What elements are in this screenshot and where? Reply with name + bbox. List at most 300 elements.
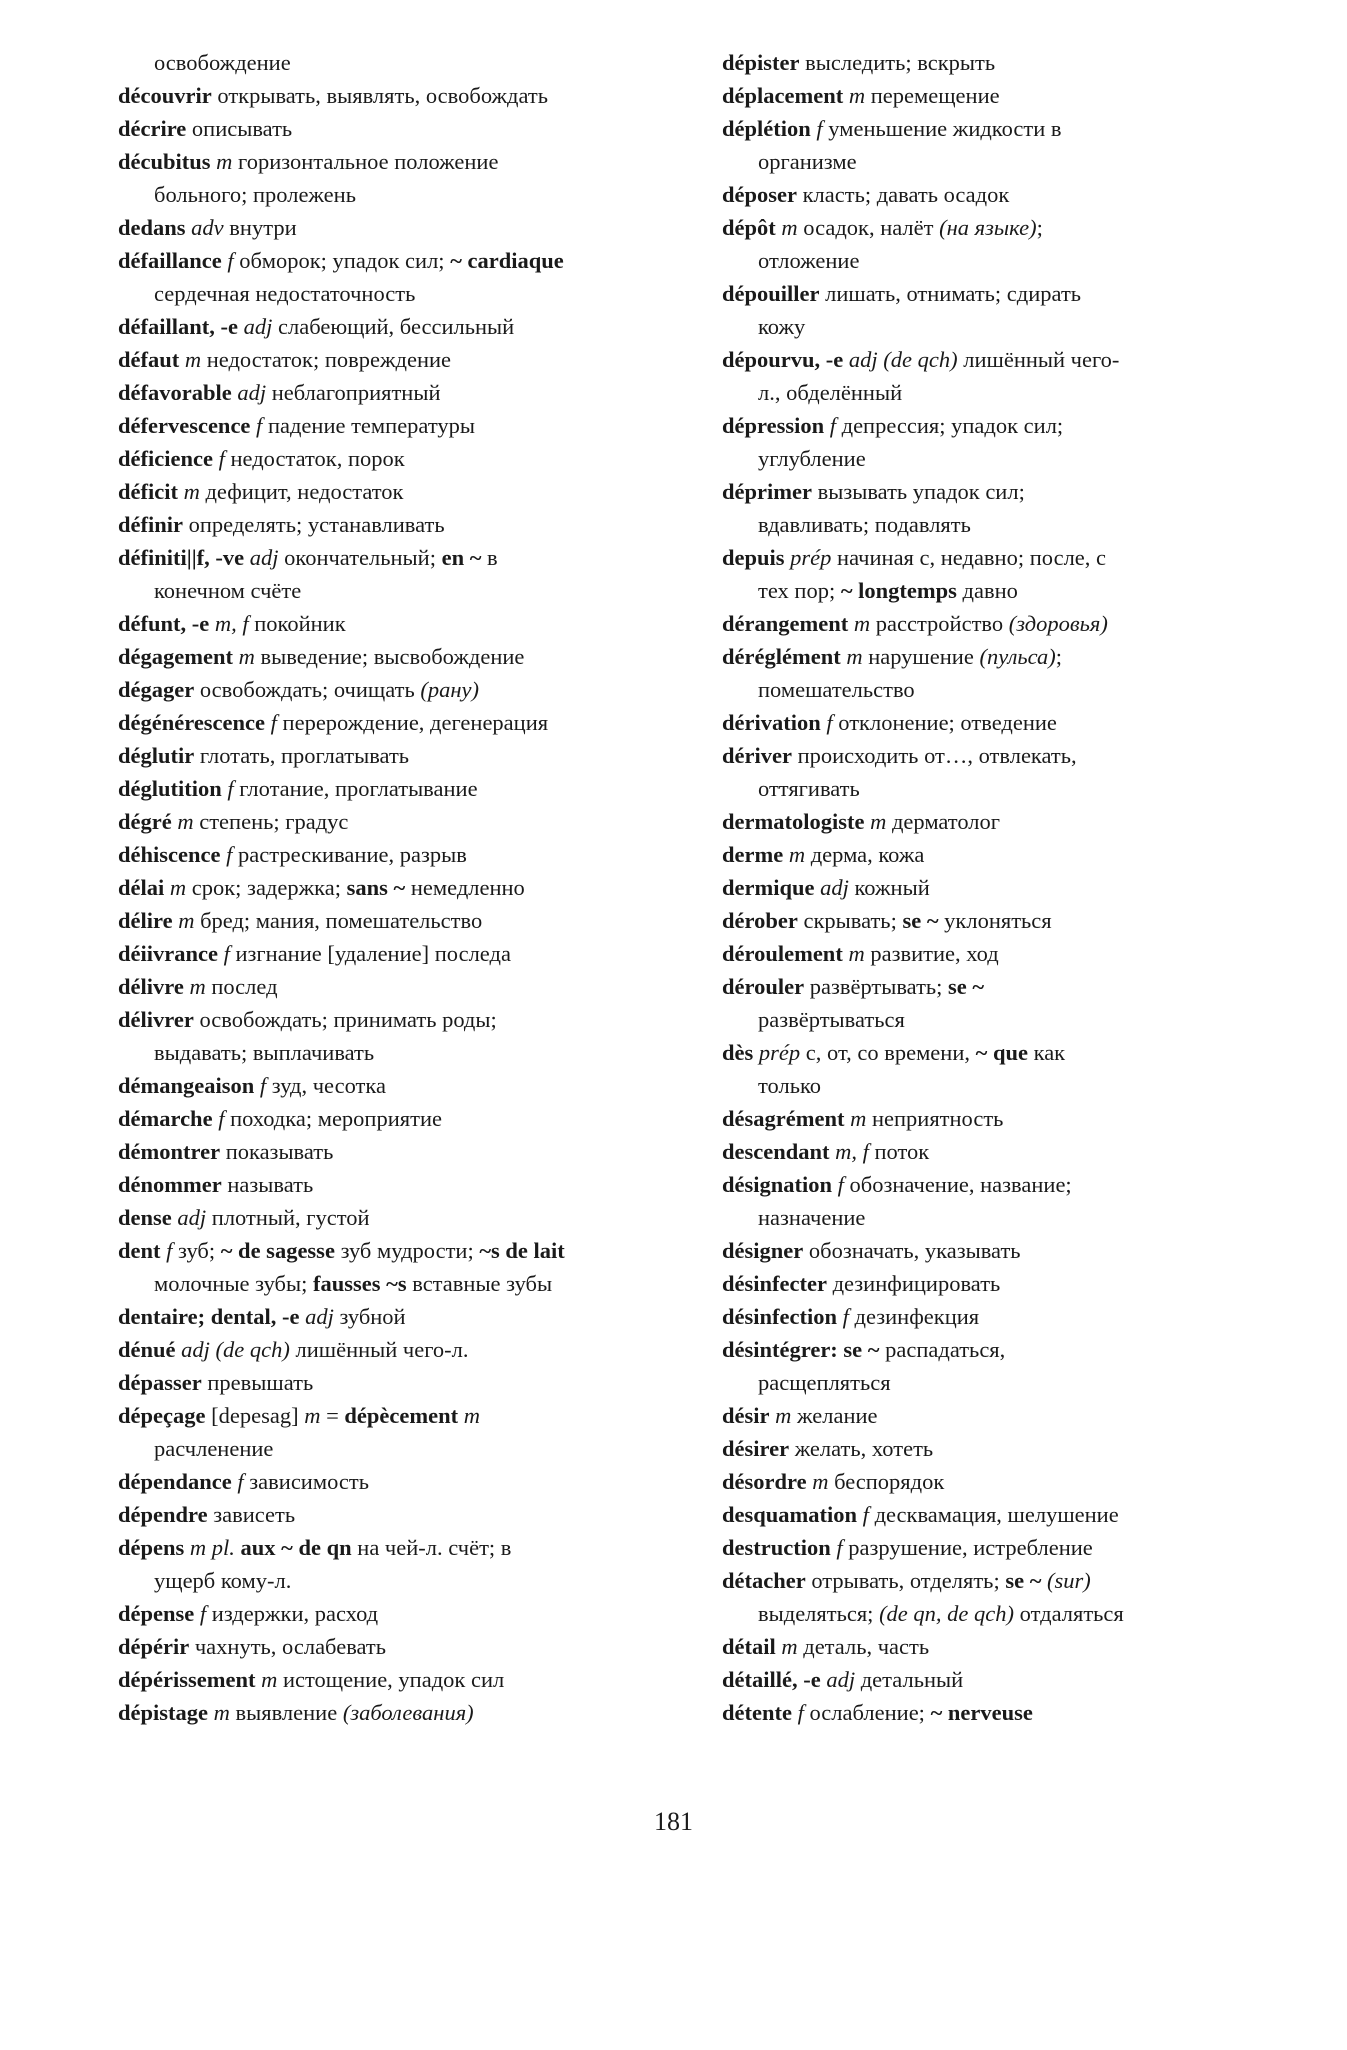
headword: dérangement (722, 611, 849, 636)
headword: dépendre (118, 1502, 208, 1527)
headword: déficience (118, 446, 213, 471)
headword: dériver (722, 743, 792, 768)
headword: dedans (118, 215, 186, 240)
entry-line (118, 409, 718, 442)
headword: dès (722, 1040, 754, 1065)
entry-line (722, 1036, 1282, 1069)
headword: dénué (118, 1337, 176, 1362)
headword: désir (722, 1403, 770, 1428)
definition-text: перемещение (865, 83, 1000, 108)
headword: derme (722, 842, 784, 867)
definition-text: поток (868, 1139, 930, 1164)
grammar-label: f (227, 776, 234, 801)
entry-line (722, 1234, 1282, 1267)
grammar-label: f (842, 1304, 849, 1329)
grammar-label: adj (de qch) (181, 1337, 290, 1362)
entry-continuation-line (722, 574, 1282, 607)
headword: déficit (118, 479, 178, 504)
headword: dérouler (722, 974, 805, 999)
definition-text: нарушение (862, 644, 980, 669)
headword: desquamation (722, 1502, 858, 1527)
entry-line (118, 1696, 718, 1729)
entry-continuation-line (722, 1003, 1282, 1036)
headword: sans ~ (346, 875, 406, 900)
definition-text: в (481, 545, 498, 570)
grammar-label: f (256, 413, 263, 438)
grammar-label: f (166, 1238, 173, 1263)
definition-text: как (1027, 1040, 1066, 1065)
entry-line (118, 211, 718, 244)
grammar-label: m (775, 1403, 792, 1428)
grammar-label: f (259, 1073, 267, 1098)
definition-text: скрывать; (797, 908, 903, 933)
grammar-label: (de qn, de qch) (879, 1601, 1015, 1626)
definition-text: изгнание [удаление] последа (229, 941, 511, 966)
headword: dépression (722, 413, 825, 438)
entry-continuation-line (118, 178, 718, 211)
entry-line (722, 640, 1282, 673)
headword: dépeçage (118, 1403, 206, 1428)
definition-text: желание (791, 1403, 878, 1428)
grammar-label: prép (758, 1040, 801, 1065)
definition-text: чахнуть, ослабевать (189, 1634, 387, 1659)
entry-line (118, 1465, 718, 1498)
entry-line (722, 475, 1282, 508)
definition-text: издержки, расход (206, 1601, 379, 1626)
grammar-label: m (183, 479, 200, 504)
entry-line (118, 904, 718, 937)
headword: dégagement (118, 644, 233, 669)
entry-line (118, 640, 718, 673)
definition-text: зависимость (243, 1469, 369, 1494)
entry-line (722, 1696, 1282, 1729)
entry-line (722, 706, 1282, 739)
definition-text: выведение; высвобождение (254, 644, 525, 669)
grammar-label: f (218, 446, 225, 471)
grammar-label: (заболевания) (342, 1700, 474, 1725)
definition-text: зуб; (172, 1238, 221, 1263)
grammar-label: (пульса) (979, 644, 1056, 669)
definition-text: организме (758, 149, 857, 174)
definition-text: открывать, выявлять, освобождать (211, 83, 549, 108)
headword: dépouiller (722, 281, 820, 306)
definition-text: зуд, чесотка (266, 1073, 386, 1098)
grammar-label: m (178, 908, 195, 933)
entry-line (722, 1465, 1282, 1498)
headword: dépôt (722, 215, 776, 240)
headword: se ~ (1005, 1568, 1042, 1593)
entry-line (722, 1630, 1282, 1663)
headword: dense (118, 1205, 172, 1230)
entry-continuation-line (118, 46, 718, 79)
entry-line (722, 1102, 1282, 1135)
headword: désirer (722, 1436, 790, 1461)
definition-text: разрушение, истребление (842, 1535, 1093, 1560)
definition-text: вызывать упадок сил; (811, 479, 1025, 504)
entry-line (722, 1300, 1282, 1333)
entry-line (722, 607, 1282, 640)
entry-line (118, 1630, 718, 1663)
definition-text: описывать (186, 116, 293, 141)
entry-line (118, 1597, 718, 1630)
definition-text: падение температуры (262, 413, 475, 438)
definition-text: деталь, часть (797, 1634, 930, 1659)
grammar-label: (здоровья) (1008, 611, 1108, 636)
definition-text: уклоняться (938, 908, 1052, 933)
entry-line (722, 1267, 1282, 1300)
grammar-label: prép (790, 545, 832, 570)
headword: découvrir (118, 83, 212, 108)
entry-continuation-line (118, 1267, 718, 1300)
headword: délire (118, 908, 173, 933)
entry-continuation-line (722, 145, 1282, 178)
grammar-label: adj (820, 875, 849, 900)
headword: définir (118, 512, 183, 537)
definition-text: расчленение (154, 1436, 274, 1461)
entry-line (118, 112, 718, 145)
entry-line (722, 211, 1282, 244)
definition-text: углубление (758, 446, 866, 471)
entry-line (118, 508, 718, 541)
headword: désinfection (722, 1304, 837, 1329)
grammar-label: m, f (835, 1139, 869, 1164)
entry-line (722, 79, 1282, 112)
grammar-label: adv (191, 215, 224, 240)
headword: démontrer (118, 1139, 221, 1164)
grammar-label: m (788, 842, 806, 867)
entry-line (722, 1333, 1282, 1366)
definition-text: лишать, отнимать; сдирать (819, 281, 1082, 306)
grammar-label: adj (249, 545, 279, 570)
entry-line (118, 1366, 718, 1399)
definition-text: глотание, проглатывание (233, 776, 478, 801)
definition-text: расстройство (870, 611, 1009, 636)
headword: démangeaison (118, 1073, 255, 1098)
entry-continuation-line (118, 574, 718, 607)
headword: définiti||f, -ve (118, 545, 245, 570)
grammar-label: m (213, 1700, 230, 1725)
definition-text: внутри (223, 215, 297, 240)
definition-text: зависеть (207, 1502, 296, 1527)
entry-continuation-line (118, 1564, 718, 1597)
definition-text: уменьшение жидкости в (822, 116, 1062, 141)
headword: déréglément (722, 644, 841, 669)
definition-text: показывать (220, 1139, 334, 1164)
entry-continuation-line (722, 772, 1282, 805)
headword: se ~ (948, 974, 985, 999)
headword: décubitus (118, 149, 211, 174)
headword: dépérir (118, 1634, 190, 1659)
grammar-label: m (169, 875, 187, 900)
entry-line (722, 277, 1282, 310)
headword: dépens (118, 1535, 185, 1560)
definition-text: отрывать, отделять; (805, 1568, 1006, 1593)
definition-text: бред; мания, помешательство (194, 908, 483, 933)
entry-line (118, 442, 718, 475)
headword: désigner (722, 1238, 804, 1263)
entry-line (118, 1663, 718, 1696)
entry-line (722, 871, 1282, 904)
headword: descendant (722, 1139, 830, 1164)
entry-line (722, 1168, 1282, 1201)
definition-text: освобождать; очищать (194, 677, 421, 702)
headword: détacher (722, 1568, 806, 1593)
definition-text: детальный (855, 1667, 964, 1692)
headword: défavorable (118, 380, 232, 405)
headword: désinfecter (722, 1271, 827, 1296)
entry-line (722, 112, 1282, 145)
definition-text: молочные зубы; (154, 1271, 313, 1296)
headword: ~ que (975, 1040, 1028, 1065)
grammar-label: m (848, 83, 866, 108)
definition-text: ; (1036, 215, 1043, 240)
definition-text: тех пор; (758, 578, 841, 603)
entry-line (118, 838, 718, 871)
entry-line (118, 706, 718, 739)
definition-text: отдаляться (1014, 1601, 1124, 1626)
headword: dégénérescence (118, 710, 266, 735)
definition-text: называть (221, 1172, 314, 1197)
headword: défaut (118, 347, 180, 372)
definition-text: дезинфекция (848, 1304, 980, 1329)
headword: ~ de sagesse (220, 1238, 335, 1263)
entry-line (118, 145, 718, 178)
headword: dépense (118, 1601, 195, 1626)
definition-text: обозначать, указывать (803, 1238, 1021, 1263)
headword: dépasser (118, 1370, 202, 1395)
headword: ~ longtemps (840, 578, 957, 603)
definition-text: больного; пролежень (154, 182, 356, 207)
grammar-label: f (862, 1502, 869, 1527)
headword: défervescence (118, 413, 251, 438)
headword: détail (722, 1634, 776, 1659)
entry-line (118, 1300, 718, 1333)
entry-continuation-line (722, 673, 1282, 706)
grammar-label: f (826, 710, 833, 735)
entry-line (118, 475, 718, 508)
definition-text: назначение (758, 1205, 866, 1230)
definition-text: выследить; вскрыть (799, 50, 996, 75)
definition-text: развитие, ход (864, 941, 999, 966)
definition-text: отложение (758, 248, 860, 273)
entry-line (722, 541, 1282, 574)
definition-text: обморок; упадок сил; (233, 248, 451, 273)
definition-text: происходить от…, отвлекать, (791, 743, 1077, 768)
headword: se ~ (902, 908, 939, 933)
grammar-label: m (177, 809, 194, 834)
grammar-label: f (829, 413, 836, 438)
definition-text: выдавать; выплачивать (154, 1040, 375, 1065)
headword: destruction (722, 1535, 831, 1560)
grammar-label: m (853, 611, 871, 636)
definition-text: с, от, со времени, (800, 1040, 976, 1065)
entry-continuation-line (722, 1201, 1282, 1234)
entry-line (722, 838, 1282, 871)
grammar-label: m (870, 809, 887, 834)
definition-text: превышать (201, 1370, 314, 1395)
grammar-label: adj (305, 1304, 334, 1329)
entry-line (118, 1168, 718, 1201)
entry-continuation-line (722, 310, 1282, 343)
entry-line (722, 1531, 1282, 1564)
headword: dérober (722, 908, 798, 933)
definition-text: слабеющий, бессильный (272, 314, 515, 339)
definition-text: кожу (758, 314, 806, 339)
grammar-label: (на языке) (939, 215, 1037, 240)
definition-text: только (758, 1073, 822, 1098)
definition-text: выявление (229, 1700, 343, 1725)
definition-text: помешательство (758, 677, 915, 702)
grammar-label: m (238, 644, 255, 669)
grammar-label: f (836, 1535, 843, 1560)
entry-line (722, 1135, 1282, 1168)
definition-text: беспорядок (828, 1469, 945, 1494)
headword: dermique (722, 875, 815, 900)
definition-text: ослабление; (803, 1700, 931, 1725)
grammar-label: m (781, 1634, 798, 1659)
entry-line (118, 937, 718, 970)
headword: dent (118, 1238, 161, 1263)
entry-line (118, 739, 718, 772)
definition-text: желать, хотеть (789, 1436, 934, 1461)
definition-text: = (320, 1403, 345, 1428)
entry-line (118, 1135, 718, 1168)
headword: dénommer (118, 1172, 222, 1197)
definition-text: дезинфицировать (826, 1271, 1001, 1296)
entry-line (722, 1663, 1282, 1696)
grammar-label: f (270, 710, 277, 735)
headword: déplacement (722, 83, 844, 108)
headword: dépourvu, -e (722, 347, 844, 372)
headword: dépistage (118, 1700, 208, 1725)
definition-text: ущерб кому-л. (154, 1568, 292, 1593)
definition-text: недостаток; повреждение (201, 347, 452, 372)
definition-text: обозначение, название; (843, 1172, 1072, 1197)
headword: aux ~ de qn (240, 1535, 352, 1560)
grammar-label: adj (243, 314, 273, 339)
entry-line (722, 1399, 1282, 1432)
definition-text: выделяться; (758, 1601, 880, 1626)
entry-line (722, 343, 1282, 376)
definition-text: начиная с, недавно; после, с (831, 545, 1107, 570)
headword: désignation (722, 1172, 833, 1197)
entry-line (722, 178, 1282, 211)
definition-text: вставные зубы (406, 1271, 553, 1296)
headword: défunt, -e (118, 611, 210, 636)
grammar-label: f (797, 1700, 804, 1725)
definition-text: походка; мероприятие (224, 1106, 442, 1131)
grammar-label: f (218, 1106, 225, 1131)
entry-line (118, 343, 718, 376)
grammar-label: f (226, 842, 233, 867)
grammar-label: m pl. (189, 1535, 235, 1560)
entry-line (118, 1102, 718, 1135)
definition-text: определять; устанавливать (183, 512, 445, 537)
grammar-label: f (199, 1601, 207, 1626)
definition-text: вдавливать; подавлять (758, 512, 971, 537)
headword: délivrer (118, 1007, 194, 1032)
grammar-label: m (463, 1403, 480, 1428)
definition-text: развёртывать; (804, 974, 949, 999)
headword: en ~ (441, 545, 482, 570)
entry-continuation-line (722, 1597, 1282, 1630)
entry-continuation-line (722, 244, 1282, 277)
definition-text: окончательный; (278, 545, 442, 570)
entry-line (722, 1498, 1282, 1531)
definition-text: степень; градус (193, 809, 349, 834)
entry-line (118, 1531, 718, 1564)
grammar-label: f (837, 1172, 844, 1197)
grammar-label: f (237, 1469, 244, 1494)
entry-line (722, 805, 1282, 838)
headword: ~ cardiaque (450, 248, 564, 273)
entry-continuation-line (118, 1432, 718, 1465)
headword: déglutir (118, 743, 195, 768)
entry-continuation-line (722, 508, 1282, 541)
grammar-label: m (184, 347, 202, 372)
definition-text: недостаток, порок (224, 446, 405, 471)
definition-text: перерождение, дегенерация (276, 710, 549, 735)
entry-line (722, 46, 1282, 79)
definition-text: неприятность (866, 1106, 1004, 1131)
headword: dermatologiste (722, 809, 865, 834)
headword: désintégrer: se ~ (722, 1337, 880, 1362)
page-number: 181 (654, 1807, 693, 1836)
grammar-label: m (189, 974, 206, 999)
grammar-label: m (781, 215, 798, 240)
definition-text: дефицит, недостаток (199, 479, 404, 504)
entry-line (722, 937, 1282, 970)
definition-text: глотать, проглатывать (194, 743, 410, 768)
definition-text: зубной (333, 1304, 406, 1329)
definition-text: покойник (248, 611, 346, 636)
entry-line (722, 904, 1282, 937)
grammar-label: f (227, 248, 234, 273)
headword: dépècement (344, 1403, 459, 1428)
headword: détente (722, 1700, 792, 1725)
headword: délivre (118, 974, 184, 999)
entry-line (118, 871, 718, 904)
entry-line (118, 376, 718, 409)
headword: défaillance (118, 248, 222, 273)
definition-text: лишённый чего-л. (289, 1337, 469, 1362)
headword: dérivation (722, 710, 821, 735)
grammar-label: adj (237, 380, 267, 405)
entry-line (722, 1432, 1282, 1465)
grammar-label: m (216, 149, 233, 174)
headword: déprimer (722, 479, 812, 504)
grammar-label: adj (de qch) (848, 347, 958, 372)
definition-text: оттягивать (758, 776, 860, 801)
definition-text: дерма, кожа (805, 842, 925, 867)
entry-line (118, 1399, 718, 1432)
definition-text: истощение, упадок сил (277, 1667, 505, 1692)
entry-continuation-line (722, 1069, 1282, 1102)
entry-line (722, 409, 1282, 442)
entry-line (118, 1498, 718, 1531)
definition-text: класть; давать осадок (797, 182, 1010, 207)
headword: dépister (722, 50, 800, 75)
headword: ~ nerveuse (930, 1700, 1033, 1725)
entry-line (118, 541, 718, 574)
right-column (722, 46, 1282, 1729)
entry-line (118, 1333, 718, 1366)
definition-text: горизонтальное положение (232, 149, 499, 174)
entry-line (118, 310, 718, 343)
grammar-label: (рану) (420, 677, 479, 702)
entry-line (118, 805, 718, 838)
grammar-label: m (848, 941, 865, 966)
